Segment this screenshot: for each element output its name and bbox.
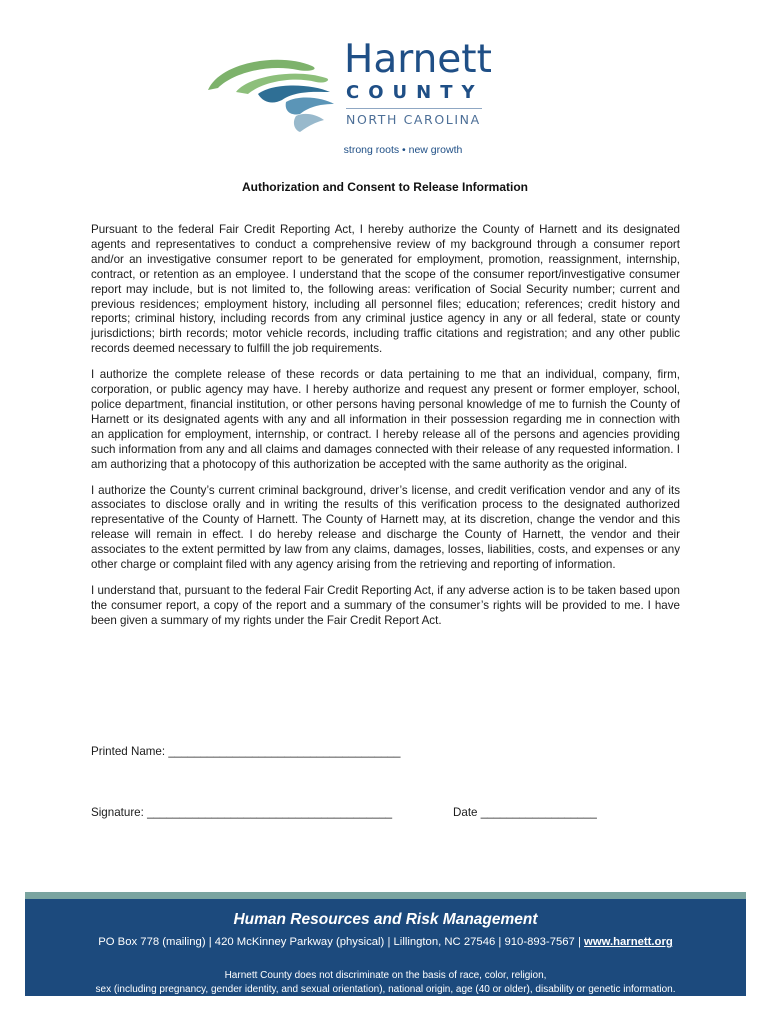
tagline: strong roots • new growth bbox=[343, 144, 463, 156]
footer-address: PO Box 778 (mailing) | 420 McKinney Parkway (physical) | Lillington, NC 27546 | 910-893-7567 | bbox=[98, 936, 585, 948]
signature-field[interactable]: Signature: ______________________________________ bbox=[91, 806, 393, 819]
nondiscrimination-line-2: sex (including pregnancy, gender identity, and sexual orientation), national origin, age (40 or older), disability or genetic information. bbox=[95, 983, 676, 995]
printed-name-field[interactable]: Printed Name: ____________________________________ bbox=[91, 745, 401, 758]
footer-band bbox=[25, 892, 746, 996]
logo-wordmark: Harnett bbox=[344, 37, 492, 82]
logo-county: COUNTY bbox=[346, 82, 484, 103]
footer-contact bbox=[25, 936, 746, 948]
footer-department: Human Resources and Risk Management bbox=[233, 911, 538, 928]
date-field[interactable]: Date __________________ bbox=[453, 806, 597, 819]
paragraph-release-records: I authorize the complete release of these records or data pertaining to me that an individual, company, firm, corporation, or public agency may have. I hereby authorize and request any present or former employer, school, police department, financial institution, or other persons having personal knowledge of me to furnish the County of Harnett or its designated agents with any and all information in their possession regarding me in connection with an application for employment, internship, or contract. I hereby release all of the persons and agencies providing such information from any and all claims and damages connected with their release of any requested information. I am authorizing that a photocopy of this authorization be accepted with the same authority as the original. bbox=[91, 368, 680, 471]
document-title: Authorization and Consent to Release Information bbox=[241, 180, 528, 194]
logo-divider bbox=[346, 108, 482, 109]
document-body bbox=[91, 223, 680, 640]
website-link[interactable]: www.harnett.org bbox=[584, 936, 673, 948]
nondiscrimination-statement bbox=[25, 969, 746, 996]
nondiscrimination-line-1: Harnett County does not discriminate on the basis of race, color, religion, bbox=[224, 970, 547, 981]
paragraph-vendor-authorization: I authorize the County’s current criminal background, driver’s license, and credit verification vendor and any of its associates to disclose orally and in writing the results of this verification process to the designated authorized representative of the County of Harnett. The County of Harnett may, at its discretion, change the vendor and this release will remain in effect. I do hereby release and discharge the County of Harnett, the vendor and their associates to the extent permitted by law from any claims, damages, losses, liabilities, costs, and expenses or any other charge or complaint filed with any agency arising from the retrieving and reporting of information. bbox=[91, 483, 680, 572]
paragraph-adverse-action: I understand that, pursuant to the federal Fair Credit Reporting Act, if any adverse action is to be taken based upon the consumer report, a copy of the report and a summary of the consumer’s rights will be provided to me. I have been given a summary of my rights under the Fair Credit Report Act. bbox=[91, 583, 680, 627]
paragraph-fcra-authorization: Pursuant to the federal Fair Credit Reporting Act, I hereby authorize the County of Harnett and its designated agents and representatives to conduct a comprehensive review of my background through a consumer report and/or an investigative consumer report to be generated for employment, promotion, reassignment, internship, contract, or retention as an employee. I understand that the scope of the consumer report/investigative consumer report may include, but is not limited to, the following areas: verification of Social Security number; current and previous residences; employment history, including all personnel files; education; references; credit history and reports; criminal history, including records from any criminal justice agency in any or all federal, state or county jurisdictions; birth records; motor vehicle records, including traffic citations and registration; and any other public records deemed necessary to fulfill the job requirements. bbox=[91, 223, 680, 356]
logo-state: NORTH CAROLINA bbox=[346, 112, 481, 127]
